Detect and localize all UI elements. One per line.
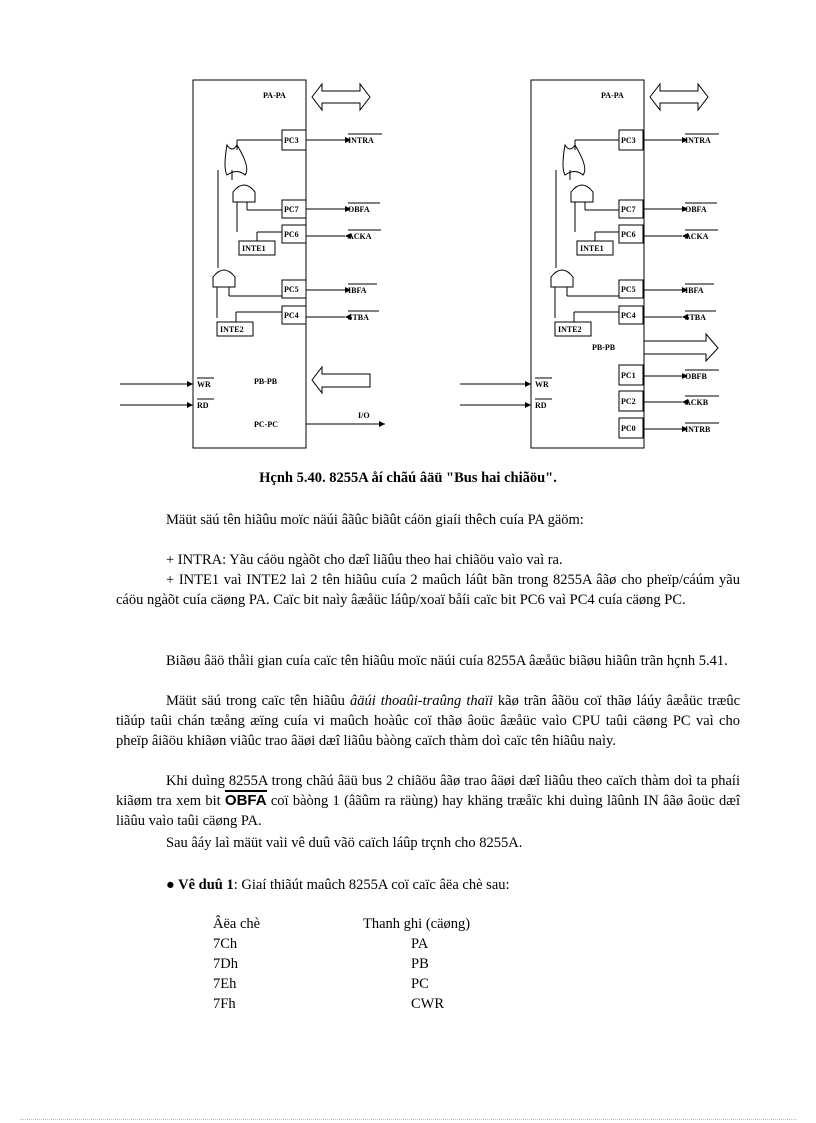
right-pc5-label: PC5 <box>621 285 636 294</box>
right-obfa-label: OBFA <box>685 205 707 214</box>
left-obfa-label: OBFA <box>348 205 370 214</box>
right-inte1-label: INTE1 <box>580 244 604 253</box>
obfa-term: OBFA <box>224 792 267 809</box>
left-and-gate-1 <box>233 185 255 202</box>
left-or-gate <box>225 145 247 175</box>
example-1-text: : Giaí thiãút maûch 8255A coï caïc âëa chè sau: <box>233 877 510 893</box>
example-1-heading <box>116 875 740 895</box>
address-cell: 7Eh <box>213 976 237 992</box>
right-and-gate-1 <box>571 185 593 202</box>
register-cell: PA <box>411 936 429 952</box>
register-cell: CWR <box>411 996 445 1012</box>
right-pc0-label: PC0 <box>621 424 636 433</box>
left-io-label: I/O <box>358 411 370 420</box>
address-table <box>213 914 523 1014</box>
paragraph-polling-b: coï bàòng 1 (âãûm ra räùng) hay khäng træåïc khi duìng lãûnh IN âãø âoüc dæî liãûu vaìo taûi cäøng PA. <box>116 793 740 829</box>
left-pc7-label: PC7 <box>284 205 299 214</box>
paragraph-handshake-b: kãø trãn âãöu coï thãø láúy âæåüc træûc tiãúp taûi chán tæång æïng cuía vi maûch hoàûc coï thãø âoüc âæåüc vaìo CPU taûi cäøng PC vaì cho pheïp âiãöu khiãøn viãûc trao âäøi dæî liãûu bàòng caïch thàm doì caïc tên hiãûu naìy. <box>116 693 741 749</box>
paragraph-polling <box>116 771 740 831</box>
paragraph-inte: + INTE1 vaì INTE2 laì 2 tên hiãûu cuía 2 maûch láût bãn trong 8255A âãø cho pheïp/cáúm yãu cáöu ngàõt cuía cäøng PA. Caïc bit naìy âæåüc láûp/xoaï båíi caïc bit PC6 vaì PC4 cuía cäøng PC. <box>116 572 740 608</box>
example-1-title: Vê duû 1 <box>174 877 234 893</box>
right-obfb-label: OBFB <box>685 372 707 381</box>
right-stba-label: STBA <box>685 313 706 322</box>
paragraph-intra: + INTRA: Yãu cáöu ngàõt cho dæî liãûu theo hai chiãöu vaìo vaì ra. <box>166 552 563 568</box>
table-row <box>213 934 523 954</box>
right-diagram <box>460 80 718 448</box>
right-pc3-label: PC3 <box>621 136 636 145</box>
paragraph-handshake-emphasis: âäúi thoaûi-traûng thaïi <box>349 693 493 709</box>
left-inte2-label: INTE2 <box>220 325 244 334</box>
right-or-gate <box>563 145 585 175</box>
right-inte2-label: INTE2 <box>558 325 582 334</box>
left-pb-bus-arrow <box>312 367 370 393</box>
address-cell: 7Fh <box>213 996 236 1012</box>
right-wr-label: WR <box>535 380 549 389</box>
right-pc2-label: PC2 <box>621 397 636 406</box>
left-pc4-label: PC4 <box>284 311 299 320</box>
right-pc4-label: PC4 <box>621 311 636 320</box>
page-bottom-divider <box>20 1119 796 1120</box>
table-row <box>213 994 523 1014</box>
header-register: Thanh ghi (cäøng) <box>363 916 471 932</box>
paragraph-handshake-a: Mäüt säú trong caïc tên hiãûu <box>166 693 350 709</box>
left-bus-b-label: PB-PB <box>254 377 278 386</box>
right-pa-bus-arrow <box>650 84 708 110</box>
left-pa-bus-arrow <box>312 84 370 110</box>
paragraph-handshake <box>116 691 740 751</box>
left-diagram <box>120 80 385 448</box>
right-intra-label: INTRA <box>685 136 711 145</box>
left-wr-label: WR <box>197 380 211 389</box>
right-ibfa-label: IBFA <box>685 286 704 295</box>
left-pc5-label: PC5 <box>284 285 299 294</box>
table-row <box>213 954 523 974</box>
right-rd-label: RD <box>535 401 547 410</box>
figure-caption: Hçnh 5.40. 8255A åí chãú âäü "Bus hai chiãöu". <box>259 470 557 486</box>
left-and-gate-2 <box>213 270 235 287</box>
left-stba-label: STBA <box>348 313 369 322</box>
right-bus-b-label: PB-PB <box>592 343 616 352</box>
left-pc6-label: PC6 <box>284 230 299 239</box>
left-acka-label: ACKA <box>348 232 372 241</box>
header-address: Âëa chè <box>213 916 261 932</box>
left-bus-c-label: PC-PC <box>254 420 278 429</box>
right-ackb-label: ACKB <box>685 398 709 407</box>
right-intrb-label: INTRB <box>685 425 711 434</box>
left-ibfa-label: IBFA <box>348 286 367 295</box>
right-acka-label: ACKA <box>685 232 709 241</box>
right-pb-bus-arrow <box>644 334 718 361</box>
paragraph-examples-intro: Sau âáy laì mäüt vaìi vê duû vãö caïch láûp trçnh cho 8255A. <box>166 835 523 851</box>
register-cell: PC <box>411 976 429 992</box>
left-inte1-label: INTE1 <box>242 244 266 253</box>
paragraph-timing: Biãøu âäö thåìi gian cuía caïc tên hiãûu moïc näúi cuía 8255A âæåüc biãøu hiãûn trãn hçnh 5.41. <box>166 653 728 669</box>
left-intra-label: INTRA <box>348 136 374 145</box>
address-cell: 7Dh <box>213 956 238 972</box>
left-bus-a-label: PA-PA <box>263 91 286 100</box>
paragraph-polling-a: Khi duìng 8255A trong chãú âäü bus 2 chiãöu âãø trao âäøi dæî liãûu theo caïch thàm doì ta phaíi kiãøm tra xem bit <box>116 773 740 809</box>
address-cell: 7Ch <box>213 936 238 952</box>
bullet-icon: ● <box>166 877 175 893</box>
right-pc7-label: PC7 <box>621 205 636 214</box>
right-pc1-label: PC1 <box>621 371 636 380</box>
figure-8255a-bidirectional <box>0 0 816 470</box>
table-row <box>213 974 523 994</box>
right-pc6-label: PC6 <box>621 230 636 239</box>
left-rd-label: RD <box>197 401 209 410</box>
left-pc3-label: PC3 <box>284 136 299 145</box>
right-and-gate-2 <box>551 270 573 287</box>
right-bus-a-label: PA-PA <box>601 91 624 100</box>
register-cell: PB <box>411 956 429 972</box>
paragraph-1: Mäüt säú tên hiãûu moïc näúi âãûc biãût cáön giaíi thêch cuía PA gäöm: <box>166 512 584 528</box>
address-table-header <box>213 914 523 934</box>
